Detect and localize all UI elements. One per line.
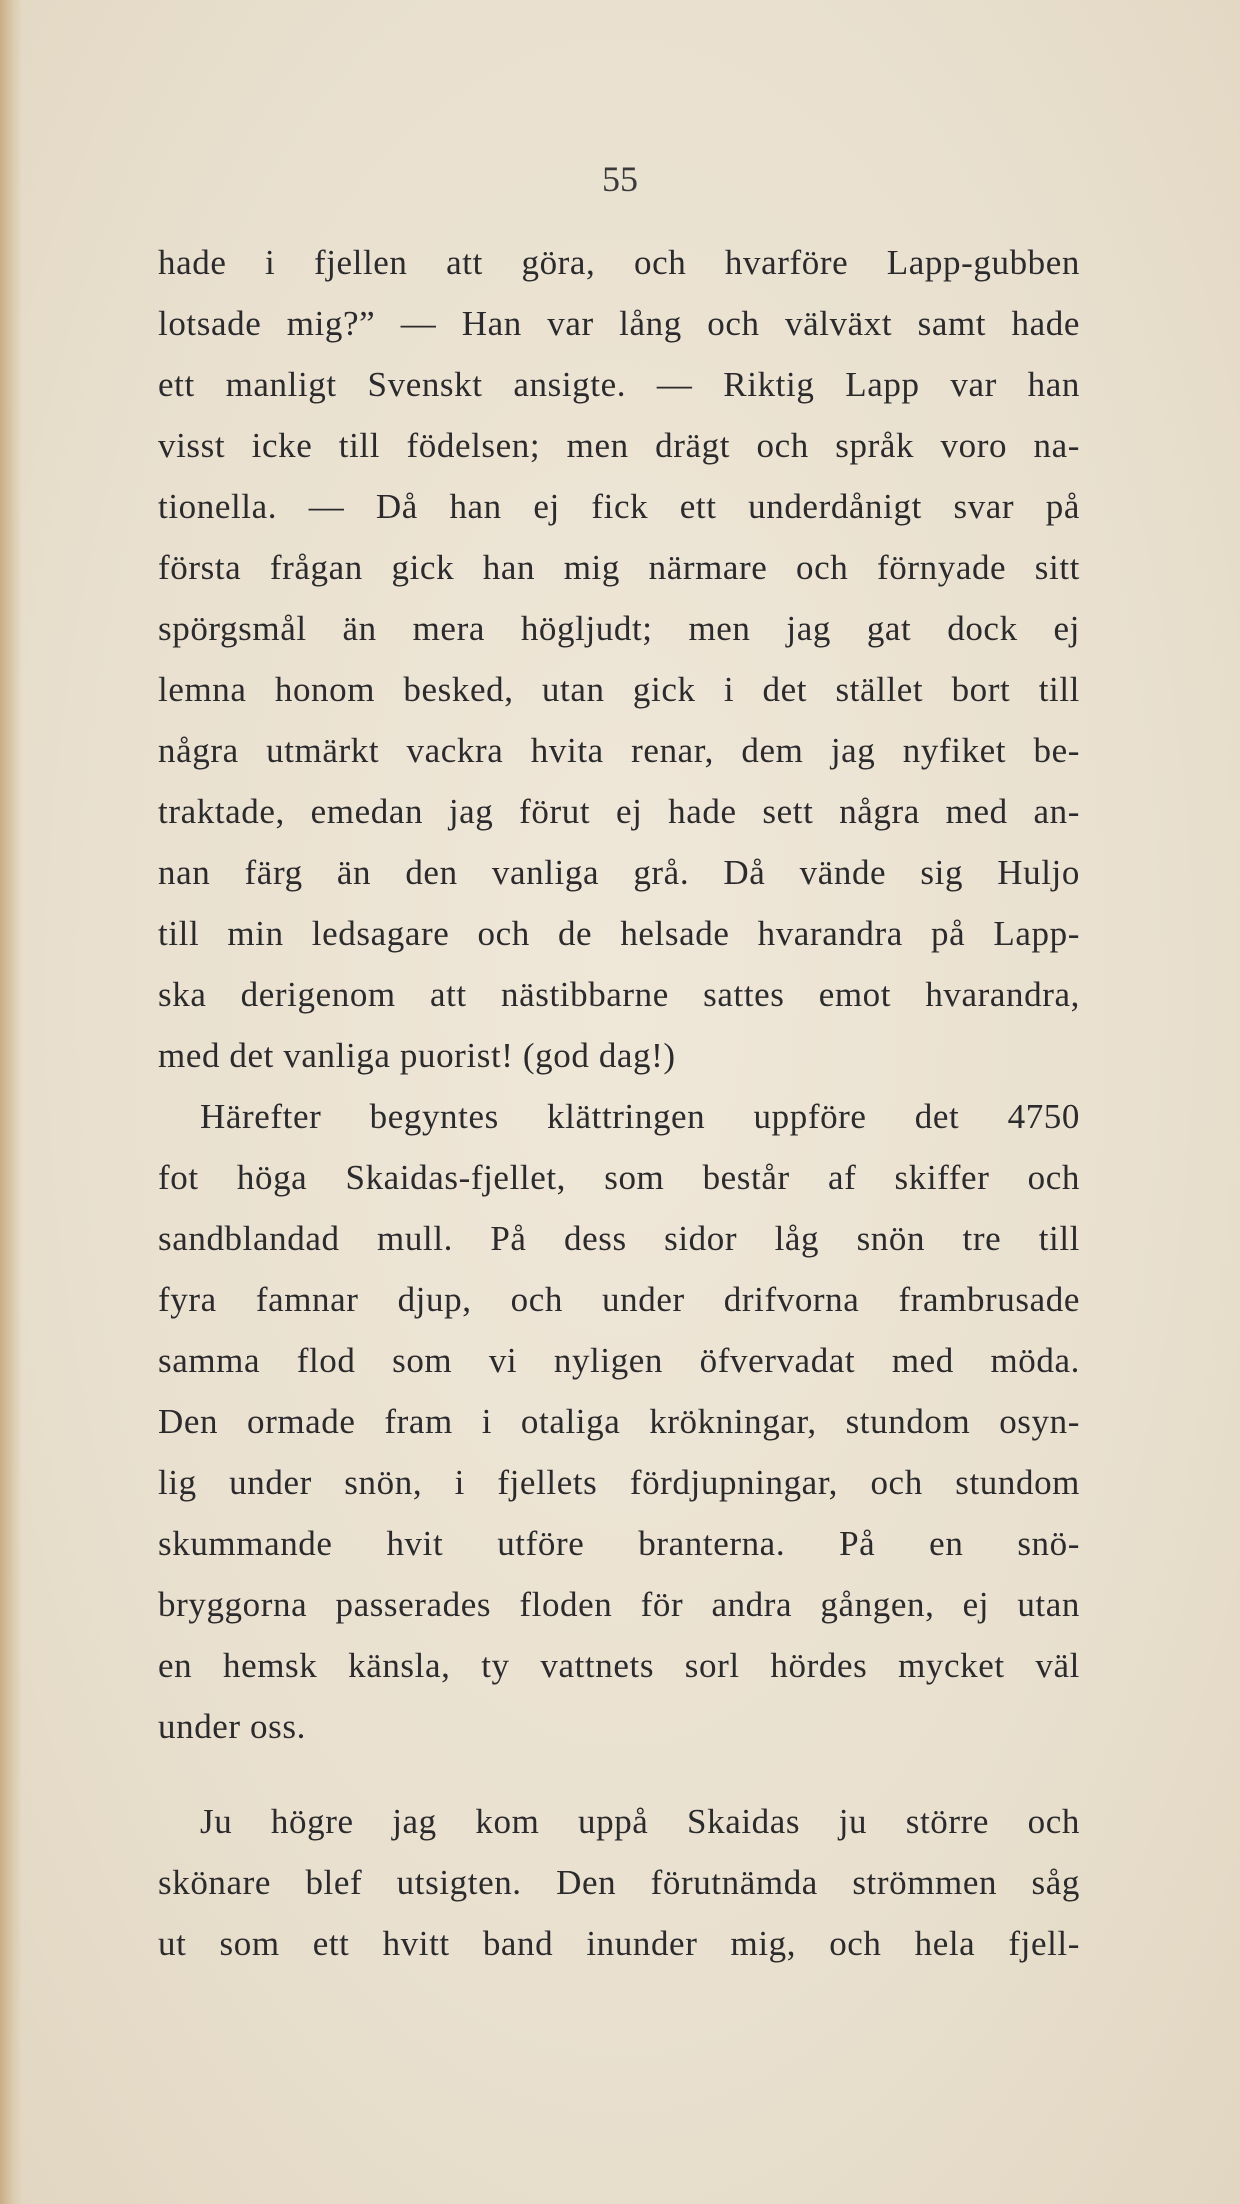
paragraph (158, 232, 1080, 1086)
text-line: första frågan gick han mig närmare och förnyade sitt (158, 548, 1080, 587)
text-line: ut som ett hvitt band inunder mig, och hela fjell- (158, 1924, 1080, 1963)
paragraph (158, 1086, 1080, 1757)
text-line: fyra famnar djup, och under drifvorna frambrusade (158, 1280, 1080, 1319)
page-number: 55 (602, 159, 638, 199)
text-line: sandblandad mull. På dess sidor låg snön tre till (158, 1219, 1080, 1258)
text-line: hade i fjellen att göra, och hvarföre Lapp-gubben (158, 243, 1080, 282)
text-line: med det vanliga puorist! (god dag!) (158, 1036, 676, 1075)
text-line: visst icke till födelsen; men drägt och språk voro na- (158, 426, 1080, 465)
text-line: ska derigenom att nästibbarne sattes emot hvarandra, (158, 975, 1080, 1014)
body-text (158, 232, 1080, 1974)
text-line: ett manligt Svenskt ansigte. — Riktig Lapp var han (158, 365, 1080, 404)
text-line: lotsade mig?” — Han var lång och välväxt samt hade (158, 304, 1080, 343)
text-line: fot höga Skaidas-fjellet, som består af skiffer och (158, 1158, 1080, 1197)
text-line: Den ormade fram i otaliga krökningar, stundom osyn- (158, 1402, 1080, 1441)
text-line: samma flod som vi nyligen öfvervadat med möda. (158, 1341, 1080, 1380)
text-line: spörgsmål än mera högljudt; men jag gat dock ej (158, 609, 1080, 648)
text-line: till min ledsagare och de helsade hvarandra på Lapp- (158, 914, 1080, 953)
text-line: lig under snön, i fjellets fördjupningar, och stundom (158, 1463, 1080, 1502)
text-line: bryggorna passerades floden för andra gången, ej utan (158, 1585, 1080, 1624)
page-edge-shadow (0, 0, 22, 2204)
text-line: skummande hvit utföre branterna. På en snö- (158, 1524, 1080, 1563)
text-line: några utmärkt vackra hvita renar, dem jag nyfiket be- (158, 731, 1080, 770)
text-line: skönare blef utsigten. Den förutnämda strömmen såg (158, 1863, 1080, 1902)
text-line: en hemsk känsla, ty vattnets sorl hördes mycket väl (158, 1646, 1080, 1685)
text-line: lemna honom besked, utan gick i det stället bort till (158, 670, 1080, 709)
text-line: Härefter begyntes klättringen uppföre det 4750 (200, 1097, 1080, 1136)
paragraph-gap (158, 1757, 1080, 1791)
paragraph (158, 1791, 1080, 1974)
text-line: tionella. — Då han ej fick ett underdånigt svar på (158, 487, 1080, 526)
text-line: under oss. (158, 1707, 306, 1746)
text-line: nan färg än den vanliga grå. Då vände sig Huljo (158, 853, 1080, 892)
text-line: traktade, emedan jag förut ej hade sett några med an- (158, 792, 1080, 831)
text-line: Ju högre jag kom uppå Skaidas ju större och (200, 1802, 1080, 1841)
